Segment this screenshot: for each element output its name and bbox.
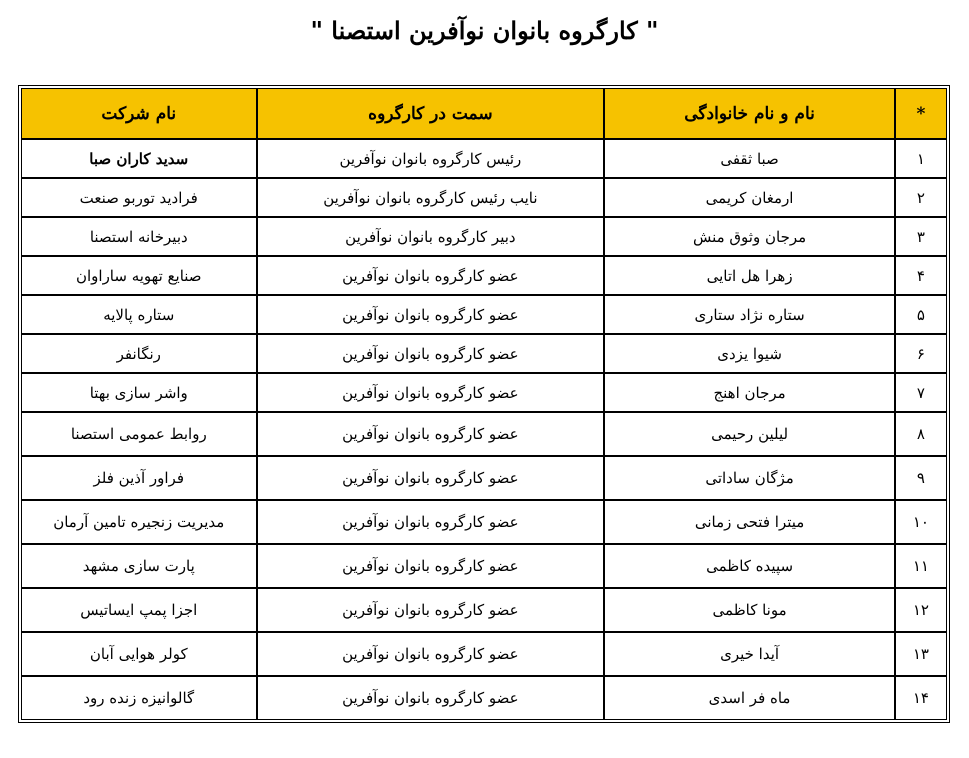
header-company: نام شرکت — [21, 88, 257, 139]
table-row — [21, 456, 947, 500]
row-number: ۴ — [895, 256, 947, 295]
table-row — [21, 588, 947, 632]
table-row — [21, 178, 947, 217]
member-role: عضو کارگروه بانوان نوآفرین — [257, 632, 605, 676]
header-role: سمت در کارگروه — [257, 88, 605, 139]
member-company: گالوانیزه زنده رود — [21, 676, 257, 720]
member-company: مدیریت زنجیره تامین آرمان — [21, 500, 257, 544]
member-company: صنایع تهویه ساراوان — [21, 256, 257, 295]
member-name: مژگان ساداتی — [604, 456, 895, 500]
member-role: عضو کارگروه بانوان نوآفرین — [257, 544, 605, 588]
row-number: ۱ — [895, 139, 947, 178]
member-name: مونا کاظمی — [604, 588, 895, 632]
row-number: ۶ — [895, 334, 947, 373]
member-role: دبیر کارگروه بانوان نوآفرین — [257, 217, 605, 256]
member-name: شیوا یزدی — [604, 334, 895, 373]
member-role: عضو کارگروه بانوان نوآفرین — [257, 256, 605, 295]
member-name: آیدا خیری — [604, 632, 895, 676]
table-row — [21, 676, 947, 720]
members-table-frame — [18, 85, 950, 723]
member-name: میترا فتحی زمانی — [604, 500, 895, 544]
member-role: عضو کارگروه بانوان نوآفرین — [257, 588, 605, 632]
row-number: ۸ — [895, 412, 947, 456]
table-row — [21, 334, 947, 373]
member-role: عضو کارگروه بانوان نوآفرین — [257, 456, 605, 500]
row-number: ۲ — [895, 178, 947, 217]
member-role: عضو کارگروه بانوان نوآفرین — [257, 676, 605, 720]
row-number: ۱۰ — [895, 500, 947, 544]
member-role: عضو کارگروه بانوان نوآفرین — [257, 334, 605, 373]
member-company: فرادید توربو صنعت — [21, 178, 257, 217]
table-row — [21, 412, 947, 456]
page-title: " کارگروه بانوان نوآفرین استصنا " — [310, 16, 659, 45]
member-name: زهرا هل اتایی — [604, 256, 895, 295]
table-row — [21, 373, 947, 412]
table-row — [21, 295, 947, 334]
member-name: صبا ثقفی — [604, 139, 895, 178]
member-company: اجزا پمپ ایساتیس — [21, 588, 257, 632]
table-row — [21, 217, 947, 256]
member-role: عضو کارگروه بانوان نوآفرین — [257, 295, 605, 334]
row-number: ۱۲ — [895, 588, 947, 632]
member-company: کولر هوایی آبان — [21, 632, 257, 676]
member-company: رنگانفر — [21, 334, 257, 373]
table-row — [21, 544, 947, 588]
member-role: عضو کارگروه بانوان نوآفرین — [257, 373, 605, 412]
row-number: ۳ — [895, 217, 947, 256]
member-company: روابط عمومی استصنا — [21, 412, 257, 456]
member-role: رئیس کارگروه بانوان نوآفرین — [257, 139, 605, 178]
member-company: واشر سازی بهتا — [21, 373, 257, 412]
row-number: ۱۱ — [895, 544, 947, 588]
member-company: پارت سازی مشهد — [21, 544, 257, 588]
member-name: ماه فر اسدی — [604, 676, 895, 720]
member-company: فراور آذین فلز — [21, 456, 257, 500]
row-number: ۱۴ — [895, 676, 947, 720]
member-role: عضو کارگروه بانوان نوآفرین — [257, 412, 605, 456]
table-row — [21, 632, 947, 676]
member-name: مرجان اهنج — [604, 373, 895, 412]
member-company: دبیرخانه استصنا — [21, 217, 257, 256]
table-row — [21, 139, 947, 178]
member-name: مرجان وثوق منش — [604, 217, 895, 256]
member-name: سپیده کاظمی — [604, 544, 895, 588]
table-row — [21, 500, 947, 544]
row-number: ۵ — [895, 295, 947, 334]
members-table — [21, 88, 947, 720]
member-name: لیلین رحیمی — [604, 412, 895, 456]
row-number: ۹ — [895, 456, 947, 500]
member-role: عضو کارگروه بانوان نوآفرین — [257, 500, 605, 544]
member-company: سدید کاران صبا — [21, 139, 257, 178]
header-number: * — [895, 88, 947, 139]
member-company: ستاره پالایه — [21, 295, 257, 334]
header-full-name: نام و نام خانوادگی — [604, 88, 895, 139]
row-number: ۱۳ — [895, 632, 947, 676]
member-name: ارمغان کریمی — [604, 178, 895, 217]
table-header-row — [21, 88, 947, 139]
member-role: نایب رئیس کارگروه بانوان نوآفرین — [257, 178, 605, 217]
member-name: ستاره نژاد ستاری — [604, 295, 895, 334]
table-row — [21, 256, 947, 295]
row-number: ۷ — [895, 373, 947, 412]
